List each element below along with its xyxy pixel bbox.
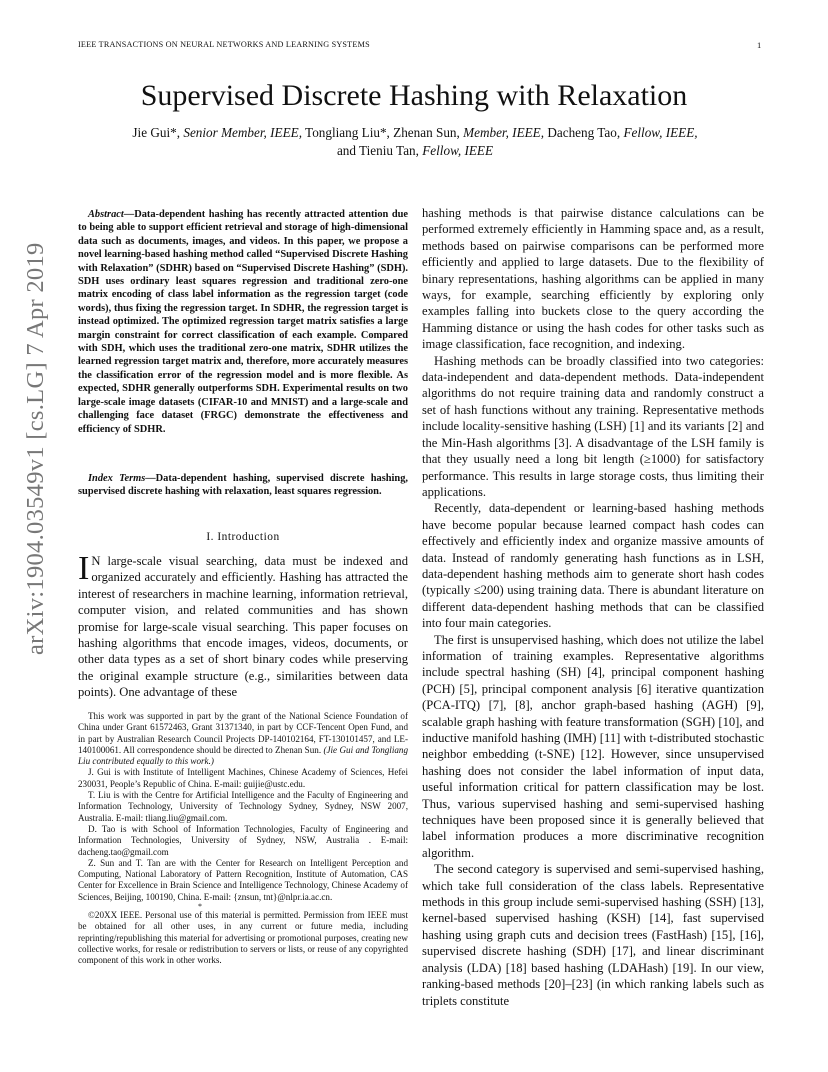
footnote-tao: D. Tao is with School of Information Technologies, Faculty of Engineering and Information Technologies, University of Sydney, NSW, Australia . E-mail: dacheng.tao@gmail.com [78,823,408,857]
abstract-label: Abstract [88,209,124,220]
intro-paragraph [78,550,408,701]
paragraph: The first is unsupervised hashing, which does not utilize the label information of training examples. Representative algorithms include spectral hashing (SH) [4], principal component hashing (PCH) [5], principal component analysis [6] iterative quantization (PCA-ITQ) [7], [8], anchor graph-based hashing (AGH) [9], scalable graph hashing with feature transformation (SGH) [10], and inductive manifold hashing (IMH) [11] with t-distributed stochastic neighbor embedding (t-SNE) [12]. However, since unsupervised hashing does not consider the label information of input data, useful information critical for pattern classification may be lost. Thus, various supervised hashing and semi-supervised hashing techniques have been proposed since it is generally believed that label information produces a more discriminative recognition algorithm. [422,632,764,860]
footnote-italic: (Jie Gui and Tongliang Liu contributed equally to this work.) [78,744,409,767]
author-role: Fellow, IEEE [422,143,494,158]
footnote-liu: T. Liu is with the Centre for Artificial Intelligence and the Faculty of Engineering and Information Technology, University of Technology Sydney, Sydney, NSW 2007, Australia. E-mail: tliang.liu@gmail.com. [78,790,408,823]
paragraph: Recently, data-dependent or learning-based hashing methods have become popular because learned compact hash codes can effectively and efficiently index and organize massive amounts of data. Instead of randomly generating hash functions as in LSH, data-dependent hashing methods aim to generate short hash codes (typically ≤200) using training data. There is abundant literature on different data-dependent hashing methods that can be classified into four main categories. [422,501,764,631]
footnote-copyright: ©20XX IEEE. Personal use of this material is permitted. Permission from IEEE must be obtained for all other uses, in any current or future media, including reprinting/republishing this material for advertising or promotional purposes, creating new collective works, for resale or redistribution to servers or lists, or reuse of any copyrighted component of this work in other works. [78,910,408,966]
paragraph: The second category is supervised and semi-supervised hashing, which take full consideration of the class labels. Representative methods in this group include semi-supervised hashing (SSH) [13], kernel-based supervised hashing (KSH) [14], fast supervised hashing using graph cuts and decision trees (FastHash) [15], [16], supervised discrete hashing (SDH) [17], and linear discriminant analysis (LDA) [18] based hashing (LDAHash) [19]. In our view, ranking-based methods [20]–[23] (in which ranking labels such as triplets constitute [422,862,764,1008]
footnotes [78,711,408,967]
page-number: 1 [757,40,762,50]
author-text: Dacheng Tao, [544,125,624,140]
author-text: and Tieniu Tan, [336,143,423,158]
footnote-funding [78,711,408,767]
author-role: Senior Member, IEEE, [183,125,302,140]
footnote-text: This work was supported in part by the grant of the National Science Foundation of China under Grant 61572463, Grant 31371340, in part by CCF-Tencent Open Fund, and in part by Australian Research Council Projects DP-140102164, FT-130101457, and LE-140100061. All correspondence should be directed to Zhenan Sun. [78,711,408,755]
index-terms-label: Index Terms [88,473,146,484]
paper-title: Supervised Discrete Hashing with Relaxation [140,79,688,112]
index-terms [78,472,408,499]
author-text: Jie Gui*, [132,125,184,140]
author-text: Tongliang Liu*, Zhenan Sun, [302,125,464,140]
right-column [422,205,764,1009]
running-header: IEEE TRANSACTIONS ON NEURAL NETWORKS AND LEARNING SYSTEMS [78,40,370,49]
index-terms-text: —Data-dependent hashing, supervised discrete hashing, supervised discrete hashing with relaxation, least squares regression. [78,473,408,498]
section-heading: I. Introduction [206,531,280,543]
author-role: Member, IEEE, [463,125,545,140]
abstract [78,208,408,436]
paragraph: Hashing methods can be broadly classified into two categories: data-independent and data-dependent methods. Data-independent algorithms do not require training data and randomly construct a set of hash functions without any training. Representative methods include locality-sensitive hashing (LSH) [1] and its variants [2] and the Min-Hash algorithms [3]. A disadvantage of the LSH family is that they usually need a long bit length (≥1000) for satisfactory performance. This results in large storage costs, thus limiting their applications. [422,353,764,499]
dropcap: I [78,550,90,587]
author-list [80,124,750,160]
paragraph: hashing methods is that pairwise distance calculations can be performed extremely efficiently in Hamming space and, as a result, methods based on pairwise comparisons can be performed more efficiently and applied to large datasets. Due to the flexibility of binary representations, hashing algorithms can be applied in many ways, for example, searching efficiently by exploring only examples falling into buckets close to the query according the Hamming distance or using the hash codes for other tasks such as image classification, face recognition, and indexing. [422,206,764,352]
arxiv-stamp: arXiv:1904.03549v1 [cs.LG] 7 Apr 2019 [22,242,49,655]
footnote-star: * [198,902,202,912]
abstract-text: —Data-dependent hashing has recently attracted attention due to being able to support efficient retrieval and storage of high-dimensional data such as documents, images, and videos. In this paper, we propose a novel learning-based hashing method called “Supervised Discrete Hashing with Relaxation” (SDHR) based on “Supervised Discrete Hashing” (SDH). SDH uses ordinary least squares regression and traditional zero-one matrix encoding of class label information as the regression target (code words), thus fixing the regression target. In SDHR, the regression target is instead optimized. The optimized regression target matrix satisfies a large margin constraint for correct classification of each example. Compared with SDH, which uses the traditional zero-one matrix, SDHR utilizes the learned regression target matrix and, therefore, more accurately measures the classification error of the regression model and is more flexible. As expected, SDHR generally outperforms SDH. Experimental results on two large-scale image datasets (CIFAR-10 and MNIST) and a large-scale and challenging face dataset (FRGC) demonstrate the effectiveness and efficiency of SDHR. [78,209,408,435]
intro-text: N large-scale visual searching, data must be indexed and organized accurately and efficiently. Hashing has attracted the interest of researchers in machine learning, information retrieval, computer vision, and related communities and has shown promise for large-scale visual searching. This paper focuses on hashing algorithms that encode images, videos, documents, or other data types as a set of short binary codes while preserving the original example structure (e.g., similarities between data points). One advantage of these [78,554,408,700]
footnote-gui: J. Gui is with Institute of Intelligent Machines, Chinese Academy of Sciences, Hefei 230031, People’s Republic of China. E-mail: guijie@ustc.edu. [78,767,408,789]
footnote-sun-tan: Z. Sun and T. Tan are with the Center for Research on Intelligent Perception and Computing, National Laboratory of Pattern Recognition, Institute of Automation, CAS Center for Excellence in Brain Science and Intelligence Technology, Chinese Academy of Sciences, Beijing, 100190, China. E-mail: {znsun, tnt}@nlpr.ia.ac.cn. [78,857,408,902]
author-role: Fellow, IEEE, [623,125,698,140]
